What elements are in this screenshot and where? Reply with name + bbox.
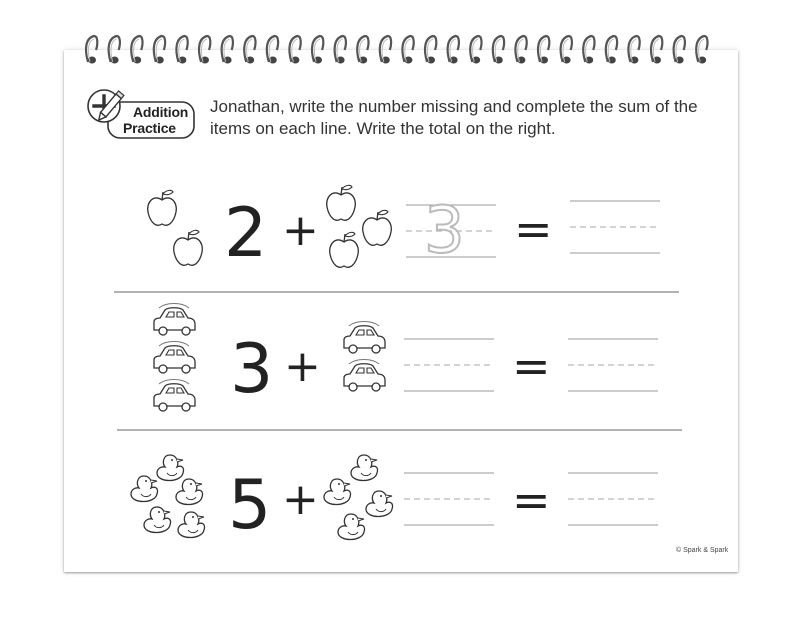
equals-sign-3: = <box>512 473 551 527</box>
copyright-text: © Spark & Spark <box>676 547 729 554</box>
first-number-3: 5 <box>228 466 272 545</box>
plus-sign-2: + <box>284 341 321 392</box>
spiral-binding <box>0 0 800 80</box>
first-number-1: 2 <box>224 194 268 273</box>
equals-sign-2: = <box>512 339 551 393</box>
equals-sign-1: = <box>514 202 553 256</box>
first-number-2: 3 <box>230 330 274 409</box>
title-line-1: Addition <box>133 104 189 120</box>
worksheet-title <box>121 104 188 136</box>
plus-sign-3: + <box>282 474 319 525</box>
instructions-text: Jonathan, write the number missing and complete the sum of the items on each line. Write the total on the right. <box>210 97 698 138</box>
plus-sign-1: + <box>282 205 319 256</box>
title-line-2: Practice <box>123 120 176 136</box>
traced-answer-1: 3 <box>424 194 465 268</box>
